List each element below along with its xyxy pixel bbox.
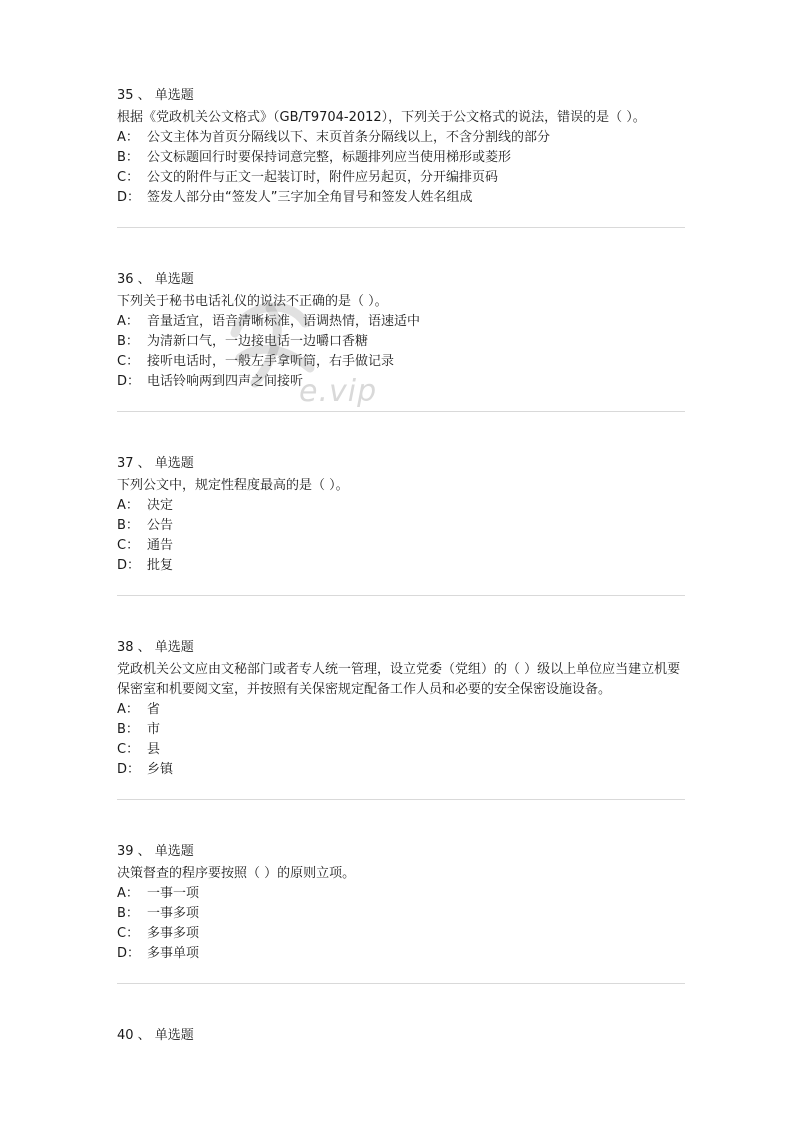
question-stem: 根据《党政机关公文格式》（GB/T9704-2012），下列关于公文格式的说法，错误的是（ ）。	[117, 110, 646, 125]
option-letter: C：	[117, 742, 140, 757]
option-c[interactable]	[117, 536, 685, 556]
option-letter: C：	[117, 354, 140, 369]
option-text: 多事单项	[147, 946, 200, 961]
option-text: 公告	[147, 518, 174, 533]
option-b[interactable]	[117, 904, 685, 924]
option-letter: D：	[117, 558, 141, 573]
option-text: 一事一项	[147, 886, 200, 901]
question-header: 38 、 单选题	[117, 640, 194, 655]
option-text: 为清新口气，一边接电话一边嚼口香糖	[147, 334, 369, 349]
option-a[interactable]	[117, 312, 685, 332]
option-letter: B：	[117, 334, 139, 349]
option-text: 市	[147, 722, 161, 737]
option-text: 接听电话时，一般左手拿听筒，右手做记录	[147, 354, 395, 369]
question-header: 35 、 单选题	[117, 88, 194, 103]
option-c[interactable]	[117, 168, 685, 188]
option-text: 公文的附件与正文一起装订时，附件应另起页，分开编排页码	[147, 170, 499, 185]
question-divider	[117, 595, 685, 596]
option-text: 电话铃响两到四声之间接听	[147, 374, 304, 389]
option-c[interactable]	[117, 352, 685, 372]
option-letter: D：	[117, 190, 141, 205]
option-letter: B：	[117, 906, 139, 921]
question-stem: 下列公文中，规定性程度最高的是（ ）。	[117, 478, 349, 493]
question-stem: 下列关于秘书电话礼仪的说法不正确的是（ ）。	[117, 294, 388, 309]
option-b[interactable]	[117, 148, 685, 168]
question-divider	[117, 799, 685, 800]
option-text: 县	[147, 742, 161, 757]
option-letter: D：	[117, 946, 141, 961]
question-divider	[117, 227, 685, 228]
option-text: 公文主体为首页分隔线以下、末页首条分隔线以上，不含分割线的部分	[147, 130, 551, 145]
question-list	[117, 86, 685, 1048]
option-text: 乡镇	[147, 762, 174, 777]
option-b[interactable]	[117, 720, 685, 740]
option-text: 一事多项	[147, 906, 200, 921]
option-c[interactable]	[117, 740, 685, 760]
option-letter: B：	[117, 722, 139, 737]
question-36	[117, 270, 685, 392]
option-b[interactable]	[117, 332, 685, 352]
question-divider	[117, 983, 685, 984]
option-letter: A：	[117, 886, 139, 901]
option-d[interactable]	[117, 760, 685, 780]
option-a[interactable]	[117, 496, 685, 516]
option-letter: A：	[117, 498, 139, 513]
option-text: 音量适宜，语音清晰标准，语调热情，语速适中	[147, 314, 421, 329]
option-b[interactable]	[117, 516, 685, 536]
question-header: 39 、 单选题	[117, 844, 194, 859]
option-letter: A：	[117, 130, 139, 145]
option-text: 签发人部分由“签发人”三字加全角冒号和签发人姓名组成	[147, 190, 473, 205]
option-a[interactable]	[117, 128, 685, 148]
question-35	[117, 86, 685, 208]
option-text: 多事多项	[147, 926, 200, 941]
question-40	[117, 1026, 685, 1046]
option-d[interactable]	[117, 188, 685, 208]
option-letter: D：	[117, 374, 141, 389]
option-d[interactable]	[117, 944, 685, 964]
option-letter: C：	[117, 926, 140, 941]
question-divider	[117, 411, 685, 412]
option-a[interactable]	[117, 700, 685, 720]
option-letter: D：	[117, 762, 141, 777]
option-a[interactable]	[117, 884, 685, 904]
option-text: 公文标题回行时要保持词意完整，标题排列应当使用梯形或菱形	[147, 150, 512, 165]
question-stem: 决策督查的程序要按照（ ）的原则立项。	[117, 866, 356, 881]
option-text: 决定	[147, 498, 174, 513]
question-37	[117, 454, 685, 576]
option-letter: B：	[117, 150, 139, 165]
question-39	[117, 842, 685, 964]
watermark-text: e.vip	[299, 374, 378, 409]
option-c[interactable]	[117, 924, 685, 944]
option-letter: A：	[117, 702, 139, 717]
option-d[interactable]	[117, 372, 685, 392]
option-letter: C：	[117, 170, 140, 185]
question-header: 40 、 单选题	[117, 1028, 194, 1043]
option-d[interactable]	[117, 556, 685, 576]
option-letter: C：	[117, 538, 140, 553]
question-stem: 党政机关公文应由文秘部门或者专人统一管理，设立党委（党组）的（ ）级以上单位应当建立机要保密室和机要阅文室，并按照有关保密规定配备工作人员和必要的安全保密设施设备。	[117, 662, 681, 697]
option-letter: B：	[117, 518, 139, 533]
option-text: 通告	[147, 538, 174, 553]
option-text: 批复	[147, 558, 174, 573]
question-header: 37 、 单选题	[117, 456, 194, 471]
option-text: 省	[147, 702, 161, 717]
option-letter: A：	[117, 314, 139, 329]
question-38	[117, 638, 685, 780]
question-header: 36 、 单选题	[117, 272, 194, 287]
